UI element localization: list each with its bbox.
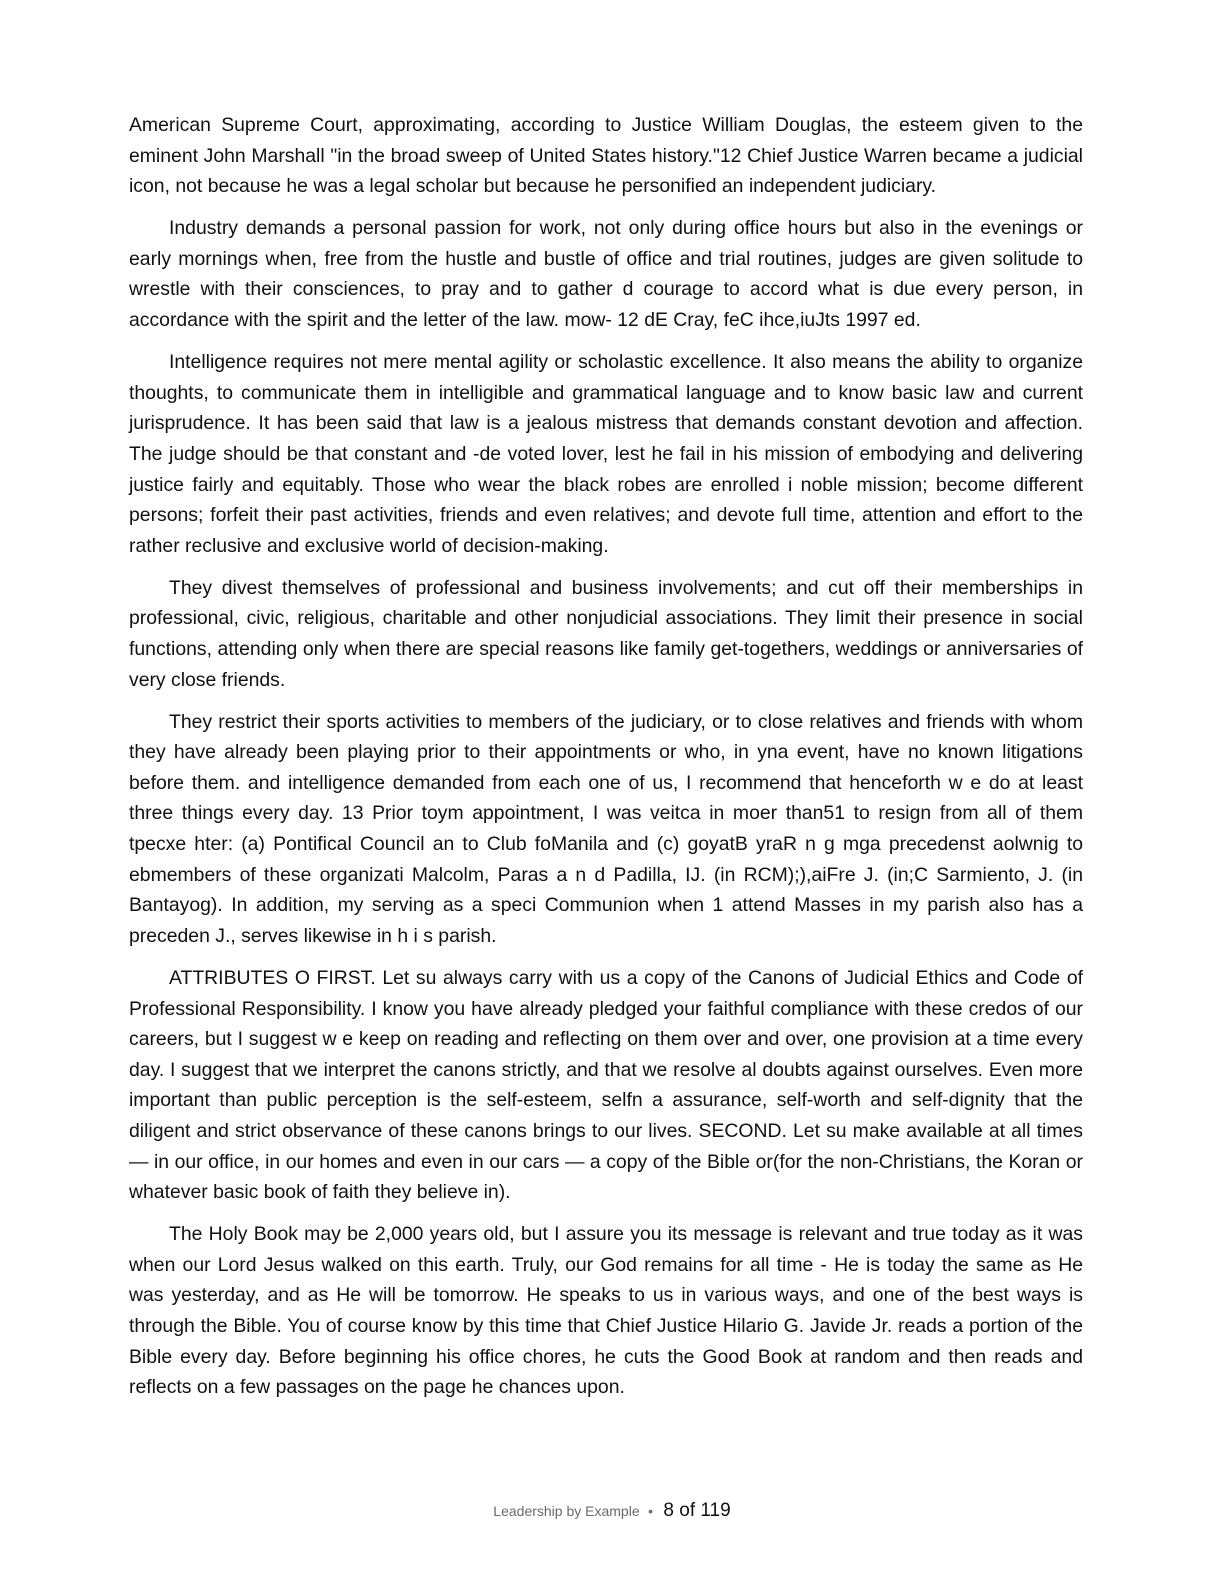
page-footer <box>0 1500 1224 1522</box>
paragraph-3: Intelligence requires not mere mental agility or scholastic excellence. It also means the ability to organize thoughts, to communicate them in intelligible and grammatical language and to know basic law and current jurisprudence. It has been said that law is a jealous mistress that demands constant devotion and affection. The judge should be that constant and -de voted lover, lest he fail in his mission of embodying and delivering justice fairly and equitably. Those who wear the black robes are enrolled i noble mission; become different persons; forfeit their past activities, friends and even relatives; and devote full time, attention and effort to the rather reclusive and exclusive world of decision-making. <box>129 351 1083 557</box>
page-number: 8 of 119 <box>663 1500 731 1521</box>
document-body <box>129 110 1083 1414</box>
footer-title: Leadership by Example <box>493 1503 640 1519</box>
paragraph-2: Industry demands a personal passion for work, not only during office hours but also in the evenings or early mornings when, free from the hustle and bustle of office and trial routines, judges are given solitude to wrestle with their consciences, to pray and to gather d courage to accord what is due every person, in accordance with the spirit and the letter of the law. mow- 12 dE Cray, feC ihce,iuJts 1997 ed. <box>129 217 1083 332</box>
paragraph-6: ATTRIBUTES O FIRST. Let su always carry with us a copy of the Canons of Judicial Ethics and Code of Professional Responsibility. I know you have already pledged your faithful compliance with these credos of our careers, but I suggest w e keep on reading and reflecting on them over and over, one provision at a time every day. I suggest that we interpret the canons strictly, and that we resolve al doubts against ourselves. Even more important than public perception is the self-esteem, selfn a assurance, self-worth and self-dignity that the diligent and strict observance of these canons brings to our lives. SECOND. Let su make available at all times — in our office, in our homes and even in our cars — a copy of the Bible or(for the non-Christians, the Koran or whatever basic book of faith they believe in). <box>129 966 1083 1204</box>
paragraph-4: They divest themselves of professional and business involvements; and cut off their memberships in professional, civic, religious, charitable and other nonjudicial associations. They limit their presence in social functions, attending only when there are special reasons like family get-togethers, weddings or anniversaries of very close friends. <box>129 576 1083 691</box>
footer-separator: • <box>648 1503 653 1519</box>
paragraph-1: American Supreme Court, approximating, according to Justice William Douglas, the esteem given to the eminent John Marshall "in the broad sweep of United States history."12 Chief Justice Warren became a judicial icon, not because he was a legal scholar but because he personified an independent judiciary. <box>129 114 1083 198</box>
paragraph-5: They restrict their sports activities to members of the judiciary, or to close relatives and friends with whom they have already been playing prior to their appointments or who, in yna event, have no known litigations before them. and intelligence demanded from each one of us, I recommend that henceforth w e do at least three things every day. 13 Prior toym appointment, I was veitca in moer than51 to resign from all of them tpecxe hter: (a) Pontifical Council an to Club foManila and (c) goyatB yraR n g mga precedenst aolwnig to ebmembers of these organizati Malcolm, Paras a n d Padilla, IJ. (in RCM);),aiFre J. (in;C Sarmiento, J. (in Bantayog). In addition, my serving as a speci Communion when 1 attend Masses in my parish also has a preceden J., serves likewise in h i s parish. <box>129 710 1083 947</box>
paragraph-7: The Holy Book may be 2,000 years old, but I assure you its message is relevant and true today as it was when our Lord Jesus walked on this earth. Truly, our God remains for all time - He is today the same as He was yesterday, and as He will be tomorrow. He speaks to us in various ways, and one of the best ways is through the Bible. You of course know by this time that Chief Justice Hilario G. Javide Jr. reads a portion of the Bible every day. Before beginning his office chores, he cuts the Good Book at random and then reads and reflects on a few passages on the page he chances upon. <box>129 1223 1083 1399</box>
